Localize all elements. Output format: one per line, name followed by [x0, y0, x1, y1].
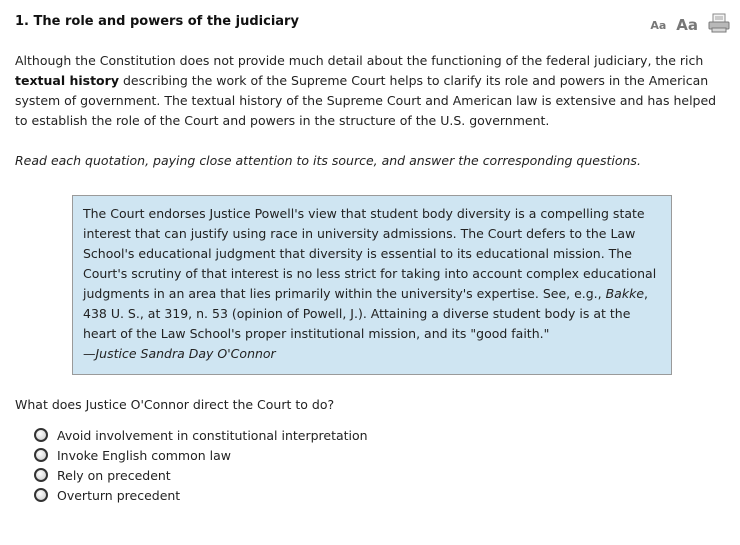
toolbar: [650, 13, 730, 33]
radio-button-icon[interactable]: [34, 448, 48, 462]
case-name: Bakke: [605, 286, 645, 301]
question-prompt: What does Justice O'Connor direct the Court to do?: [15, 397, 335, 412]
answer-option-2[interactable]: [34, 445, 368, 465]
instruction-text: Read each quotation, paying close attention to its source, and answer the corresponding questions.: [15, 153, 641, 168]
radio-button-icon[interactable]: [34, 468, 48, 482]
quotation-box: [72, 195, 672, 375]
radio-button-icon[interactable]: [34, 428, 48, 442]
quotation-text-end: , 438 U. S., at 319, n. 53 (opinion of Powell, J.). Attaining a diverse student body is at the heart of the Law School's proper institutional mission, and its "good faith.": [83, 286, 648, 341]
increase-font-button[interactable]: Aa: [676, 16, 698, 34]
answer-options: [34, 425, 368, 505]
intro-text-start: Although the Constitution does not provide much detail about the functioning of the federal judiciary, the rich: [15, 53, 704, 68]
quotation-text: [83, 204, 661, 344]
quotation-attribution: —Justice Sandra Day O'Connor: [83, 346, 276, 361]
answer-option-4[interactable]: [34, 485, 368, 505]
question-title: 1. The role and powers of the judiciary: [15, 14, 299, 29]
answer-option-label: Invoke English common law: [57, 447, 231, 463]
answer-option-label: Overturn precedent: [57, 487, 181, 503]
intro-paragraph: [15, 51, 725, 131]
textual-history-term: textual history: [15, 73, 119, 88]
decrease-font-button[interactable]: Aa: [650, 19, 667, 32]
radio-button-icon[interactable]: [34, 488, 48, 502]
answer-option-1[interactable]: [34, 425, 368, 445]
quotation-text-start: The Court endorses Justice Powell's view that student body diversity is a compelling state interest that can justify using race in university admissions. The Court defers to the Law School's educational judgment that diversity is essential to its educational mission. The Court's scrutiny of that interest is no less strict for taking into account complex educational judgments in an area that lies primarily within the university's expertise. See, e.g.,: [83, 206, 657, 301]
answer-option-label: Avoid involvement in constitutional interpretation: [57, 427, 368, 443]
intro-text-end: describing the work of the Supreme Court helps to clarify its role and powers in the American system of government. The textual history of the Supreme Court and American law is extensive and has helped to establish the role of the Court and powers in the structure of the U.S. government.: [15, 73, 717, 128]
printer-icon-svg: [708, 13, 730, 33]
answer-option-label: Rely on precedent: [57, 467, 171, 483]
answer-option-3[interactable]: [34, 465, 368, 485]
printer-icon[interactable]: [708, 13, 730, 33]
